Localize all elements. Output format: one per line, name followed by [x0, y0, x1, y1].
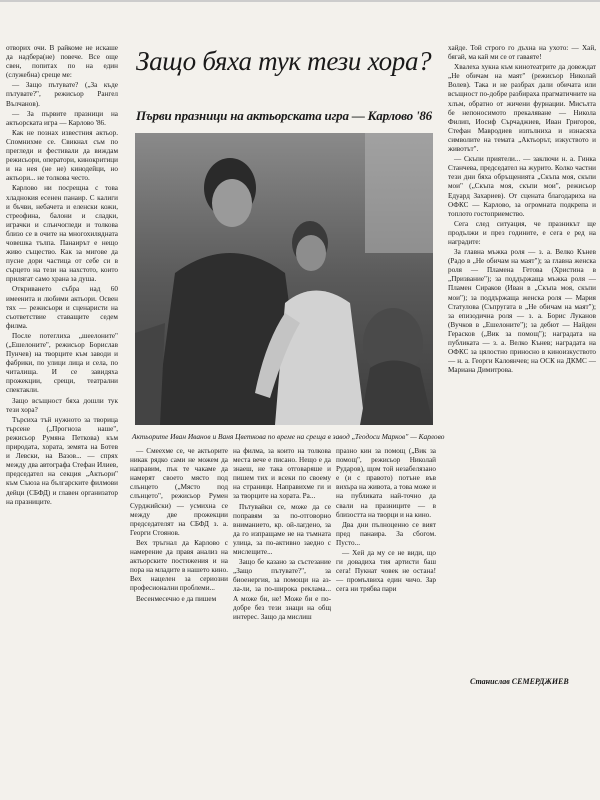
article-column-5 — [448, 44, 596, 674]
paragraph: — Защо пътувате? („За къде пътувате?", режисьор Рангел Вълчанов). — [6, 81, 118, 108]
paragraph: — За първите празници на актьорската игра — Карлово '86. — [6, 109, 118, 127]
paragraph: Пътувайки се, може да се поправям за по-отговорно вниманието, кр. ой-лагдено, за да го изпращаме не на тъмната улица, за по-активно заедно с мислещите... — [233, 502, 331, 557]
paragraph: хайде. Той строго го дъхна на ухото: — Хай, бягай, ма кай ми се от гаваяте! — [448, 44, 596, 62]
paragraph: — Скъпи приятели... — заключи н. а. Гинка Станчева, председател на журито. Колко частни тези дни бяха обръщенията „Скъпа моя, скъпи мои" („Скъпа моя, скъпи мои", режисьор Едуард Захариев). От сцената благодариха на ОФКС — Карлово, за огромната подкрепа и топлото гостоприемство. — [448, 155, 596, 218]
paragraph: — Смеехме се, че актьорите никак рядко сами не можем да направим, пък те чакаме да намерят своето място под слънцето („Място под слънцето", режисьор Румен Сурджийски) — усмихна се между две прожекции председателят на СБФД з. а. Георги Стоянов. — [130, 447, 228, 537]
paragraph: — Хей да му се не види, що ги довадиха тия артисти баш сега! Пукнат човек не остана! — промълвиха един чичо. Зар сега ни трябва пари — [336, 549, 436, 594]
paragraph: отворих очи. В райкоме не искаше да надбера(не) повече. Все още свен, попитах по на един (служебна) среще ме: — [6, 44, 118, 80]
page-edge — [0, 0, 600, 2]
article-photo — [135, 133, 433, 425]
photo-caption: Актьорите Иван Иванов и Ваня Цветкова по време на среща в завод „Теодоси Марков" — Карлово — [132, 432, 445, 441]
paragraph: Сега след ситуация, че празникът ще продължи и през годините, е сега е ред на наградите: — [448, 219, 596, 246]
paragraph: Как не познах известния актьор. Спомнихме се. Свикнал съм по прегледи и фестивали да виждам режисьори, оператори, кинокритици и на нея (не не) кинодейци, но актьори... не толкова често. — [6, 128, 118, 183]
paragraph: Търсиха тъй нужното за творица търсене („Прогноза наше", режисьор Румяна Петкова) към природата, хората, земята на Ботев и Левски, на Вазов... — спрях между два автографа Стефан Илиев, председател на секция „Актьори" към Съюза на българските филмови дейци (СБФД) и главен организатор на празниците. — [6, 415, 118, 506]
article-column-1 — [6, 44, 118, 800]
paragraph: Хвалеха хукна към кинотеатрите да довеждат „Не обичам на маят" (режисьор Николай Волев). Така и не разбрах дали обичата или всъщност по-добре разбираха прагматичните на хлъм, обратно от жичени фурнации. Мисълта бе непоносимото прекаляване — Никола Филип, Иосиф Сърчаджиев, Иван Григоров, Стефан Мавродиев изпълниха и изнасяха символите на темата „Актьорът, изкуството и животът". — [448, 63, 596, 154]
headline: Защо бяха тук тези хора? — [136, 46, 432, 76]
paragraph: Весенмесечно е да пишем — [136, 594, 217, 603]
article-column-4 — [336, 447, 436, 797]
paragraph: Карлово ни посрещна с това хладнокия есенен панаир. С калиги и бъчви, небачета и еленски кожи, стреофина, балони и сладки, играчки и слънчогледи и толкова близо се в очите на многохилядната човешка тълпа. Панаирът е нещо живо същество. Как за мигове да пусне дори частица от себе си в сърцето на тези на нахстото, които прилягат само храна за душа. — [6, 184, 118, 284]
article-column-2 — [130, 447, 228, 797]
article-column-3 — [233, 447, 331, 797]
paragraph: празно кин за помощ („Вик за помощ", режисьор Николай Рударов), щом той незабелязано е (и с правото) потъне във вихъра на живота, а това може и на публиката най-точно да свали на празниците — в близостта на творци и на кино. — [336, 447, 436, 519]
paragraph: Два дни пълноценно се вият пред панаира. За сбогом. Пусто... — [336, 520, 436, 547]
author-byline: Станислав СЕМЕРДЖИЕВ — [470, 677, 569, 686]
paragraph: После потеглиха „шеелоните" („Ешелоните", режисьор Борислав Пунчев) на творците към заводи и фабрики, по улици лица и села, по читалища. И се завидяха прожекции, срещи, театрални спектакли. — [6, 331, 118, 395]
photo-actors-image — [135, 133, 433, 425]
paragraph: Защо всъщност бяха дошли тук тези хора? — [6, 396, 118, 414]
subheadline: Първи празници на актьорската игра — Карлово '86 — [136, 108, 432, 123]
paragraph: на филма, за които на толкова места вече е писано. Нещо е да знаеш, не така отговаряше и пишем тих и всеки по своему на страници. Направихме ги и за творците на хората. Ра... — [233, 447, 331, 501]
paragraph: Откриването събра над 60 имеенита и любими актьори. Освен тях — режисьори и сценаристи на съответствие ставащите седем филма. — [6, 285, 118, 330]
paragraph: Защо бе казано за състезание „Защо пътувате?", за биоенергия, за помощи на аз-ла-ли, за по-широка реклама... А може би, не! Може би е по-добре без тези знаци на общ интерес. Защо да мислиш — [233, 558, 331, 621]
paragraph: Вех тръгнал да Карлово с намерение да правя анализ на актьорските постижения и на пора на младите в нашето кино. Вех нацелен за сериозни професионални проблеми... — [130, 538, 228, 593]
paragraph: За главна мъжка роля — з. а. Велко Кънев (Радо в „Не обичам на маят"); за главна женска роля — Пламена Гетова (Христина в „Призвание"); за поддържаща мъжка роля — Пламен Сираков (Иван в „Скъпа моя, скъпи мои"); за поддържаща женска роля — Мария Статулова (Съпругата в „Не обичам на маят"); за епизодична роля — з. а. Борис Луканов (Вучков в „Ешелоните"); за дебют — Найден Герасков („Вик за помощ"); наградата на публиката — з. а. Велко Кънев; наградата на ОФКС за цялостно приносно в киноизкуството — н. а. Георги Калоянчев; на ОСК на ДКМС — Мариана Димитрова. — [448, 248, 596, 375]
